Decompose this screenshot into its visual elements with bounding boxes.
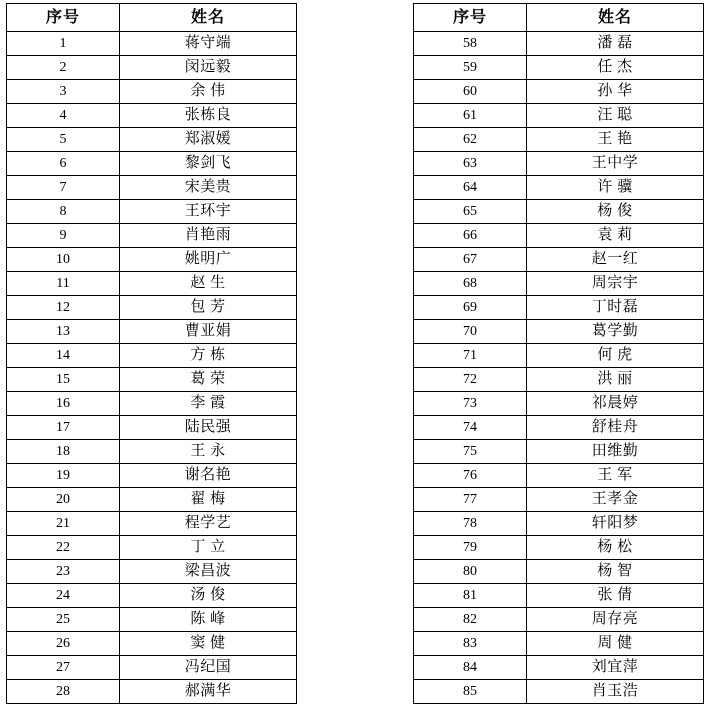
- table-row: [7, 512, 297, 536]
- table-row: [414, 296, 704, 320]
- table-row: [7, 104, 297, 128]
- cell-index: 79: [414, 536, 527, 560]
- table-row: [7, 368, 297, 392]
- table-row: [414, 104, 704, 128]
- cell-name: 汤 俊: [120, 584, 297, 608]
- table-row: [414, 440, 704, 464]
- cell-name: 杨 俊: [527, 200, 704, 224]
- cell-name: 周宗宇: [527, 272, 704, 296]
- table-row: [414, 632, 704, 656]
- cell-name: 曹亚娟: [120, 320, 297, 344]
- cell-name: 余 伟: [120, 80, 297, 104]
- cell-name: 赵 生: [120, 272, 297, 296]
- cell-name: 丁 立: [120, 536, 297, 560]
- table-row: [7, 656, 297, 680]
- cell-index: 85: [414, 680, 527, 704]
- table-row: [414, 680, 704, 704]
- cell-index: 84: [414, 656, 527, 680]
- cell-index: 27: [7, 656, 120, 680]
- table-header-row: [7, 4, 297, 32]
- table-row: [414, 80, 704, 104]
- cell-name: 包 芳: [120, 296, 297, 320]
- cell-index: 13: [7, 320, 120, 344]
- column-header-index: 序号: [7, 4, 120, 32]
- cell-name: 葛 荣: [120, 368, 297, 392]
- cell-index: 69: [414, 296, 527, 320]
- cell-index: 78: [414, 512, 527, 536]
- cell-name: 黎剑飞: [120, 152, 297, 176]
- cell-name: 谢名艳: [120, 464, 297, 488]
- table-row: [414, 272, 704, 296]
- cell-index: 75: [414, 440, 527, 464]
- table-row: [414, 512, 704, 536]
- table-row: [7, 440, 297, 464]
- cell-name: 梁昌波: [120, 560, 297, 584]
- cell-index: 80: [414, 560, 527, 584]
- table-row: [7, 608, 297, 632]
- cell-index: 71: [414, 344, 527, 368]
- table-row: [414, 152, 704, 176]
- cell-index: 83: [414, 632, 527, 656]
- table-row: [7, 392, 297, 416]
- cell-index: 16: [7, 392, 120, 416]
- table-header-right: [414, 4, 704, 32]
- table-row: [7, 680, 297, 704]
- cell-name: 窦 健: [120, 632, 297, 656]
- table-row: [7, 536, 297, 560]
- cell-index: 24: [7, 584, 120, 608]
- cell-index: 18: [7, 440, 120, 464]
- cell-name: 洪 丽: [527, 368, 704, 392]
- cell-index: 21: [7, 512, 120, 536]
- cell-name: 王孝金: [527, 488, 704, 512]
- column-header-name: 姓名: [120, 4, 297, 32]
- table-body-right: [414, 32, 704, 704]
- cell-name: 刘宜萍: [527, 656, 704, 680]
- cell-name: 陆民强: [120, 416, 297, 440]
- cell-index: 12: [7, 296, 120, 320]
- cell-index: 14: [7, 344, 120, 368]
- cell-index: 4: [7, 104, 120, 128]
- cell-index: 74: [414, 416, 527, 440]
- cell-index: 7: [7, 176, 120, 200]
- roster-table-left: [6, 3, 297, 704]
- table-row: [414, 344, 704, 368]
- table-row: [7, 224, 297, 248]
- cell-index: 26: [7, 632, 120, 656]
- cell-name: 李 霞: [120, 392, 297, 416]
- cell-index: 8: [7, 200, 120, 224]
- cell-name: 何 虎: [527, 344, 704, 368]
- table-row: [7, 152, 297, 176]
- cell-name: 任 杰: [527, 56, 704, 80]
- table-row: [7, 344, 297, 368]
- table-row: [7, 56, 297, 80]
- cell-index: 63: [414, 152, 527, 176]
- cell-index: 2: [7, 56, 120, 80]
- cell-index: 17: [7, 416, 120, 440]
- table-row: [414, 368, 704, 392]
- cell-index: 23: [7, 560, 120, 584]
- cell-index: 25: [7, 608, 120, 632]
- table-row: [7, 464, 297, 488]
- cell-name: 杨 松: [527, 536, 704, 560]
- cell-name: 陈 峰: [120, 608, 297, 632]
- table-row: [414, 560, 704, 584]
- cell-index: 3: [7, 80, 120, 104]
- table-row: [414, 584, 704, 608]
- table-row: [7, 488, 297, 512]
- cell-name: 方 栋: [120, 344, 297, 368]
- table-row: [414, 200, 704, 224]
- cell-name: 赵一红: [527, 248, 704, 272]
- cell-name: 许 骥: [527, 176, 704, 200]
- cell-index: 15: [7, 368, 120, 392]
- cell-name: 杨 智: [527, 560, 704, 584]
- table-row: [7, 584, 297, 608]
- cell-name: 袁 莉: [527, 224, 704, 248]
- cell-name: 肖玉浩: [527, 680, 704, 704]
- table-row: [7, 32, 297, 56]
- table-row: [414, 464, 704, 488]
- table-row: [7, 296, 297, 320]
- cell-name: 郝满华: [120, 680, 297, 704]
- cell-index: 59: [414, 56, 527, 80]
- cell-name: 肖艳雨: [120, 224, 297, 248]
- table-body-left: [7, 32, 297, 704]
- cell-name: 蒋守端: [120, 32, 297, 56]
- cell-name: 张栋良: [120, 104, 297, 128]
- cell-name: 孙 华: [527, 80, 704, 104]
- cell-index: 61: [414, 104, 527, 128]
- cell-index: 20: [7, 488, 120, 512]
- table-row: [414, 176, 704, 200]
- table-row: [7, 416, 297, 440]
- roster-table-right: [413, 3, 704, 704]
- table-row: [7, 200, 297, 224]
- cell-name: 程学艺: [120, 512, 297, 536]
- table-row: [414, 248, 704, 272]
- cell-name: 冯纪国: [120, 656, 297, 680]
- roster-table-left-wrapper: [6, 3, 296, 708]
- cell-name: 姚明广: [120, 248, 297, 272]
- table-row: [414, 416, 704, 440]
- cell-index: 65: [414, 200, 527, 224]
- cell-index: 82: [414, 608, 527, 632]
- cell-index: 1: [7, 32, 120, 56]
- cell-name: 潘 磊: [527, 32, 704, 56]
- cell-index: 64: [414, 176, 527, 200]
- cell-name: 丁时磊: [527, 296, 704, 320]
- cell-name: 闵远毅: [120, 56, 297, 80]
- cell-index: 68: [414, 272, 527, 296]
- cell-index: 11: [7, 272, 120, 296]
- table-row: [414, 32, 704, 56]
- table-row: [414, 608, 704, 632]
- cell-name: 张 倩: [527, 584, 704, 608]
- cell-name: 宋美贵: [120, 176, 297, 200]
- cell-index: 81: [414, 584, 527, 608]
- table-row: [7, 248, 297, 272]
- table-row: [7, 632, 297, 656]
- table-row: [414, 656, 704, 680]
- cell-index: 77: [414, 488, 527, 512]
- cell-index: 19: [7, 464, 120, 488]
- cell-index: 22: [7, 536, 120, 560]
- table-row: [414, 56, 704, 80]
- table-row: [7, 128, 297, 152]
- table-row: [7, 272, 297, 296]
- cell-name: 王 永: [120, 440, 297, 464]
- cell-index: 66: [414, 224, 527, 248]
- cell-name: 郑淑媛: [120, 128, 297, 152]
- cell-index: 73: [414, 392, 527, 416]
- cell-name: 王 军: [527, 464, 704, 488]
- table-header-row: [414, 4, 704, 32]
- cell-name: 葛学勤: [527, 320, 704, 344]
- table-row: [414, 128, 704, 152]
- cell-index: 60: [414, 80, 527, 104]
- cell-index: 67: [414, 248, 527, 272]
- column-header-name: 姓名: [527, 4, 704, 32]
- cell-name: 王 艳: [527, 128, 704, 152]
- table-row: [414, 488, 704, 512]
- cell-name: 舒桂舟: [527, 416, 704, 440]
- column-header-index: 序号: [414, 4, 527, 32]
- cell-index: 58: [414, 32, 527, 56]
- table-row: [414, 392, 704, 416]
- cell-name: 王环宇: [120, 200, 297, 224]
- cell-name: 王中学: [527, 152, 704, 176]
- roster-table-right-wrapper: [413, 3, 703, 708]
- cell-index: 9: [7, 224, 120, 248]
- cell-name: 汪 聪: [527, 104, 704, 128]
- table-header-left: [7, 4, 297, 32]
- table-row: [414, 320, 704, 344]
- cell-index: 5: [7, 128, 120, 152]
- table-row: [7, 176, 297, 200]
- cell-name: 田维勤: [527, 440, 704, 464]
- cell-index: 76: [414, 464, 527, 488]
- table-row: [414, 536, 704, 560]
- table-row: [7, 320, 297, 344]
- cell-index: 62: [414, 128, 527, 152]
- cell-index: 70: [414, 320, 527, 344]
- cell-name: 祁晨婷: [527, 392, 704, 416]
- cell-index: 28: [7, 680, 120, 704]
- cell-index: 6: [7, 152, 120, 176]
- cell-name: 翟 梅: [120, 488, 297, 512]
- table-row: [7, 80, 297, 104]
- cell-name: 轩阳梦: [527, 512, 704, 536]
- table-row: [7, 560, 297, 584]
- cell-name: 周 健: [527, 632, 704, 656]
- cell-index: 72: [414, 368, 527, 392]
- cell-name: 周存亮: [527, 608, 704, 632]
- table-row: [414, 224, 704, 248]
- cell-index: 10: [7, 248, 120, 272]
